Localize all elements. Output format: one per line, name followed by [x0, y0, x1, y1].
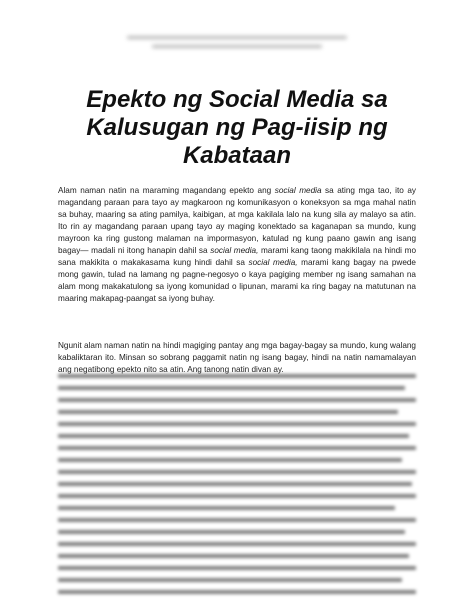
blurred-body-text — [58, 374, 416, 594]
paragraph-2: Ngunit alam naman natin na hindi magiging pantay ang mga bagay-bagay sa mundo, kung walang kabaliktaran ito. Minsan so sobrang paggamit natin ng isang bagay, hindi na natin namamalayan ang negatibong epekto nito sa atin. Ang tanong natin divan ay. — [58, 341, 416, 374]
title-line-3: Kabataan — [182, 142, 292, 169]
document-title — [0, 86, 474, 170]
title-line-2: Kalusugan ng Pag-iisip ng — [86, 114, 388, 141]
title-line-1: Epekto ng Social Media sa — [86, 86, 388, 113]
blurred-header-text — [60, 30, 414, 80]
paragraph-1: Alam naman natin na maraming magandang epekto ang social media sa ating mga tao, ito ay magandang paraan para tayo ay magkaroon ng komunikasyon o koneksyon sa mga mahal natin sa buhay, maaring sa ating pamilya, kaibigan, at mga kakilala lalo na kung sila ay malayo sa atin. Ito rin ay magandang paraan upang tayo ay maging konektado sa kaganapan sa mundo, kung mayroon ka ring gustong malaman na impormasyon, katulad ng kung paano gawin ang isang bagay— madali ni itong hanapin dahil sa social media, marami kang taong makikilala na hindi mo sana makikita o makakasama kung hindi dahil sa social media, marami kang bagay na pwede mong gawin, tulad na lamang ng pagne-negosyo o kaya pagiging member ng isang samahan na alam mong makakatulong sa iyong komunidad o lipunan, marami ka ring bagay na matutunan na maaring makapag-paangat sa iyong buhay. — [58, 186, 417, 303]
